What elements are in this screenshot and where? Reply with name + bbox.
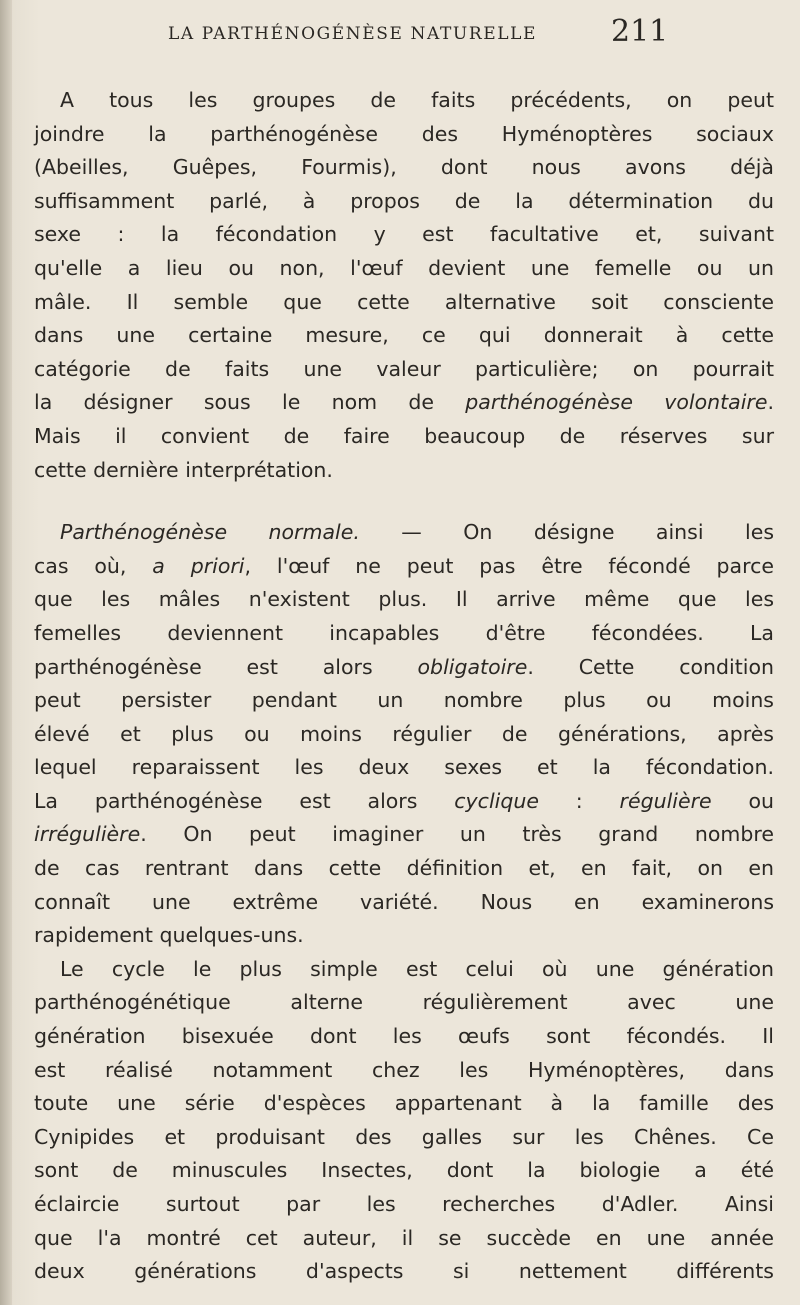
paragraph-1: [34, 84, 774, 487]
text-span: . On peut imaginer un très grand nombre: [140, 822, 774, 847]
paragraph-3: [34, 953, 774, 1289]
page-number: 211: [611, 14, 669, 49]
section-heading: Parthénogénèse normale.: [60, 520, 360, 545]
text-line: [34, 818, 774, 852]
text-line: lequel reparaissent les deux sexes et la fécondation.: [34, 755, 774, 780]
italic-term: obligatoire: [417, 654, 528, 679]
text-line: [34, 651, 774, 685]
text-span: ou: [711, 788, 774, 813]
text-line: éclaircie surtout par les recherches d'Adler. Ainsi: [34, 1192, 774, 1216]
text-line: [34, 516, 774, 550]
text-line: sexe : la fécondation y est facultative et, suivant: [34, 222, 774, 247]
text-line: que l'a montré cet auteur, il se succède en une année: [34, 1225, 774, 1250]
text-line: connaît une extrême variété. Nous en examinerons: [34, 889, 774, 914]
text-span: cas où,: [34, 553, 153, 578]
text-line: génération bisexuée dont les œufs sont fécondés. Il: [34, 1024, 774, 1049]
text-line: A tous les groupes de faits précédents, on peut: [60, 88, 774, 112]
text-line: [34, 386, 774, 420]
text-line: de cas rentrant dans cette définition et, en fait, on en: [34, 856, 774, 881]
text-line: dans une certaine mesure, ce qui donnerait à cette: [34, 323, 774, 348]
text-line: (Abeilles, Guêpes, Fourmis), dont nous avons déjà: [34, 155, 774, 180]
text-line: mâle. Il semble que cette alternative soit consciente: [34, 289, 774, 314]
italic-term: cyclique: [454, 788, 539, 813]
body-text: [34, 84, 774, 1289]
running-head: LA PARTHÉNOGÉNÈSE NATURELLE: [168, 24, 538, 44]
italic-term: irrégulière: [34, 822, 141, 847]
text-span: .: [767, 390, 774, 415]
text-line: sont de minuscules Insectes, dont la biologie a été: [34, 1158, 774, 1183]
text-line: deux générations d'aspects si nettement différents: [34, 1259, 774, 1284]
italic-term: a priori: [152, 553, 245, 578]
text-line: [34, 785, 774, 819]
italic-term: parthénogénèse volontaire: [465, 390, 768, 415]
text-span: , l'œuf ne peut pas être fécondé parce: [244, 553, 774, 578]
text-span: la désigner sous le nom de: [34, 390, 466, 415]
text-line: élevé et plus ou moins régulier de générations, après: [34, 721, 774, 746]
text-line: parthénogénétique alterne régulièrement avec une: [34, 990, 774, 1015]
paragraph-gap: [34, 487, 774, 516]
text-line: Le cycle le plus simple est celui où une génération: [60, 956, 774, 981]
text-line: joindre la parthénogénèse des Hyménoptères sociaux: [34, 121, 774, 146]
binding-shadow: [0, 0, 12, 1305]
text-span: — On désigne ainsi les: [359, 520, 775, 545]
text-line: que les mâles n'existent plus. Il arrive même que les: [34, 587, 774, 612]
text-line: rapidement quelques-uns.: [34, 923, 304, 948]
text-line: femelles deviennent incapables d'être fécondées. La: [34, 620, 774, 645]
text-line: est réalisé notamment chez les Hyménoptères, dans: [34, 1057, 774, 1082]
text-line: Cynipides et produisant des galles sur les Chênes. Ce: [34, 1124, 774, 1149]
text-line: cette dernière interprétation.: [34, 457, 333, 482]
text-line: toute une série d'espèces appartenant à la famille des: [34, 1091, 774, 1116]
text-span: . Cette condition: [527, 654, 774, 679]
text-line: catégorie de faits une valeur particulière; on pourrait: [34, 356, 774, 381]
text-span: :: [538, 788, 620, 813]
text-span: La parthénogénèse est alors: [34, 788, 455, 813]
text-line: [34, 550, 774, 584]
italic-term: régulière: [619, 788, 712, 813]
text-line: peut persister pendant un nombre plus ou moins: [34, 688, 774, 713]
text-span: parthénogénèse est alors: [34, 654, 418, 679]
paragraph-2: [34, 516, 774, 953]
text-line: suffisamment parlé, à propos de la détermination du: [34, 188, 774, 213]
text-line: Mais il convient de faire beaucoup de réserves sur: [34, 423, 774, 448]
text-line: qu'elle a lieu ou non, l'œuf devient une femelle ou un: [34, 255, 774, 280]
